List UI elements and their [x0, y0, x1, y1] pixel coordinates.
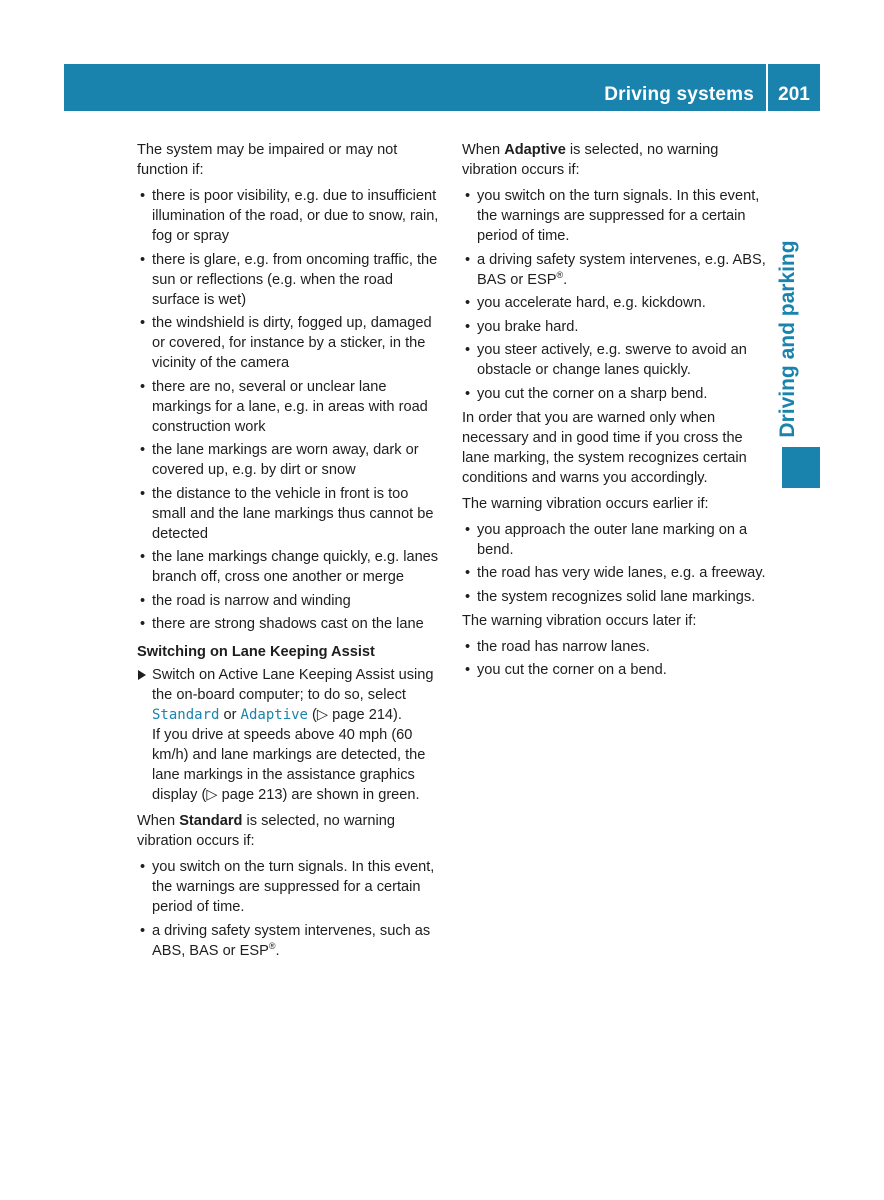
impairment-intro: The system may be impaired or may not function if:: [137, 142, 398, 178]
list-item: • the distance to the vehicle in front is too small and the lane markings thus cannot be detected: [137, 484, 444, 544]
list-item: • you steer actively, e.g. swerve to avoid an obstacle or change lanes quickly.: [462, 340, 768, 380]
triangle-bullet-icon: [138, 670, 146, 680]
menu-option-standard: Standard: [152, 707, 220, 723]
step-followup: If you drive at speeds above 40 mph (60 km/h) and lane markings are detected, the lane markings in the assistance graphics display (▷ page 213) are shown in green.: [152, 727, 426, 803]
list-item: • the road is narrow and winding: [137, 591, 444, 611]
list-item: • there are no, several or unclear lane markings for a lane, e.g. in areas with road construction work: [137, 377, 444, 437]
step-text: Switch on Active Lane Keeping Assist using the on-board computer; to do so, select: [152, 667, 434, 703]
earlier-intro: The warning vibration occurs earlier if:: [462, 495, 709, 512]
standard-list: [137, 857, 444, 961]
list-item: • there are strong shadows cast on the lane: [137, 614, 444, 634]
page-number-box: [768, 64, 820, 111]
right-column: [462, 140, 768, 684]
list-item: • there is poor visibility, e.g. due to insufficient illumination of the road, or due to snow, rain, fog or spray: [137, 186, 444, 246]
list-item: • a driving safety system intervenes, such as ABS, BAS or ESP®.: [137, 921, 444, 961]
list-item: • you cut the corner on a bend.: [462, 660, 768, 680]
list-item: • the road has narrow lanes.: [462, 637, 768, 657]
later-intro: The warning vibration occurs later if:: [462, 612, 697, 629]
instruction-step: [137, 665, 444, 805]
list-item: • you approach the outer lane marking on a bend.: [462, 520, 768, 560]
standard-mode-label: Standard: [179, 813, 243, 829]
section-heading: Switching on Lane Keeping Assist: [137, 644, 375, 660]
adaptive-mode-intro: When Adaptive is selected, no warning vibration occurs if:: [462, 142, 719, 178]
list-item: • a driving safety system intervenes, e.g. ABS, BAS or ESP®.: [462, 250, 768, 290]
later-list: [462, 637, 768, 681]
section-header-bar: [64, 64, 766, 111]
warning-paragraph: In order that you are warned only when necessary and in good time if you cross the lane marking, the system recognizes certain conditions and warns you accordingly.: [462, 409, 747, 486]
left-column: [137, 140, 444, 965]
page-reference: (▷ page 214).: [312, 707, 402, 723]
standard-mode-intro: When Standard is selected, no warning vibration occurs if:: [137, 813, 395, 849]
earlier-list: [462, 520, 768, 607]
list-item: • you cut the corner on a sharp bend.: [462, 384, 768, 404]
list-item: • you brake hard.: [462, 317, 768, 337]
adaptive-list: [462, 186, 768, 404]
list-item: • the lane markings change quickly, e.g. lanes branch off, cross one another or merge: [137, 547, 444, 587]
list-item: • the road has very wide lanes, e.g. a freeway.: [462, 563, 768, 583]
list-item: • you switch on the turn signals. In this event, the warnings are suppressed for a certain period of time.: [137, 857, 444, 917]
adaptive-mode-label: Adaptive: [504, 142, 566, 158]
step-or: or: [223, 707, 237, 723]
list-item: • there is glare, e.g. from oncoming traffic, the sun or reflections (e.g. when the road surface is wet): [137, 250, 444, 310]
list-item: • you accelerate hard, e.g. kickdown.: [462, 293, 768, 313]
list-item: • the lane markings are worn away, dark or covered up, e.g. by dirt or snow: [137, 440, 444, 480]
list-item: • the system recognizes solid lane markings.: [462, 587, 768, 607]
chapter-tab-marker: [782, 447, 820, 488]
section-title: Driving systems: [604, 84, 754, 105]
page-number: 201: [778, 84, 810, 105]
menu-option-adaptive: Adaptive: [240, 707, 308, 723]
list-item: • you switch on the turn signals. In this event, the warnings are suppressed for a certain period of time.: [462, 186, 768, 246]
chapter-tab-label: Driving and parking: [776, 240, 799, 438]
list-item: • the windshield is dirty, fogged up, damaged or covered, for instance by a sticker, in the vicinity of the camera: [137, 313, 444, 373]
impairment-list: [137, 186, 444, 634]
chapter-side-tab: [760, 236, 816, 442]
